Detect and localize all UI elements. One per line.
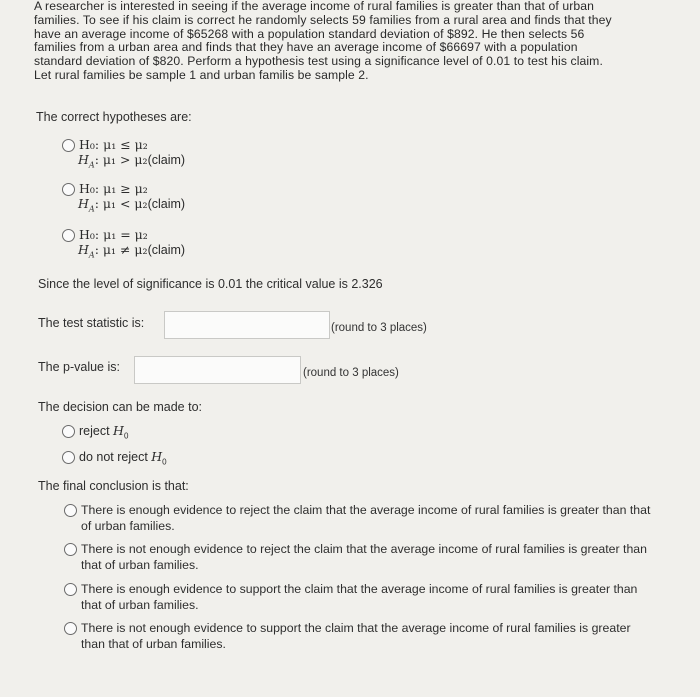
p-value-label: The p-value is: <box>38 360 120 374</box>
ha-text: : μ₁ ≠ μ₂ <box>94 242 148 257</box>
decision-label: The decision can be made to: <box>38 400 202 414</box>
hypotheses-label: The correct hypotheses are: <box>36 110 192 124</box>
conclusion-option-4[interactable] <box>64 621 651 652</box>
ha-symbol: H <box>78 152 89 167</box>
radio-button[interactable] <box>62 425 75 438</box>
ha-subscript: A <box>88 204 95 214</box>
p-value-hint: (round to 3 places) <box>303 367 399 379</box>
intro-line: standard deviation of $820. Perform a hypothesis test using a significance level of 0.01 to test his claim. <box>34 54 603 69</box>
conclusion-text: There is enough evidence to support the claim that the average income of rural families is greater than that of urban families. <box>81 582 638 612</box>
conclusion-text: There is enough evidence to reject the claim that the average income of rural families is greater than that of urban families. <box>81 503 651 533</box>
claim-tag: (claim) <box>147 243 186 257</box>
h-subscript: 0 <box>162 457 167 467</box>
conclusion-text: There is not enough evidence to reject the claim that the average income of rural families is greater than that of urban families. <box>81 542 647 572</box>
intro-line: families. To see if his claim is correct he randomly selects 59 families from a rural area and finds that they <box>34 12 612 27</box>
ha-text: : μ₁ > μ₂ <box>94 152 148 167</box>
critical-value-text: Since the level of significance is 0.01 the critical value is 2.326 <box>38 277 383 291</box>
conclusion-option-3[interactable] <box>64 582 651 613</box>
decision-option-do-not-reject[interactable] <box>62 449 167 467</box>
radio-button[interactable] <box>64 583 77 596</box>
radio-button[interactable] <box>64 543 77 556</box>
test-statistic-label: The test statistic is: <box>38 316 145 330</box>
p-value-input[interactable] <box>134 356 301 384</box>
h-subscript: 0 <box>123 431 129 441</box>
test-statistic-hint: (round to 3 places) <box>331 322 427 334</box>
test-statistic-input[interactable] <box>164 311 330 339</box>
problem-statement <box>34 0 674 83</box>
intro-line: A researcher is interested in seeing if the average income of rural families is greater than that of urban <box>34 0 595 13</box>
h0-text: H₀: μ₁ = μ₂ <box>79 227 148 242</box>
decision-option-reject[interactable] <box>62 423 128 441</box>
decision-text: reject <box>79 424 114 438</box>
hypothesis-option-1[interactable] <box>62 137 185 173</box>
ha-symbol: H <box>78 196 89 211</box>
h-symbol: H <box>113 423 124 438</box>
conclusion-label: The final conclusion is that: <box>38 479 189 493</box>
claim-tag: (claim) <box>147 153 186 167</box>
ha-subscript: A <box>88 250 95 260</box>
ha-text: : μ₁ < μ₂ <box>94 196 148 211</box>
ha-symbol: H <box>78 242 89 257</box>
radio-button[interactable] <box>62 451 75 464</box>
h0-text: H₀: μ₁ ≥ μ₂ <box>79 181 148 196</box>
intro-line: families from a urban area and finds that they have an average income of $66697 with a population <box>34 40 578 55</box>
radio-button[interactable] <box>62 183 75 196</box>
hypothesis-option-3[interactable] <box>62 227 185 263</box>
ha-subscript: A <box>88 160 95 170</box>
radio-button[interactable] <box>64 622 77 635</box>
radio-button[interactable] <box>62 229 75 242</box>
h0-text: H₀: μ₁ ≤ μ₂ <box>79 137 148 152</box>
conclusion-option-2[interactable] <box>64 542 651 573</box>
conclusion-text: There is not enough evidence to support the claim that the average income of rural families is greater than that of urban families. <box>81 621 631 651</box>
decision-text: do not reject <box>79 450 152 464</box>
radio-button[interactable] <box>62 139 75 152</box>
intro-line: Let rural families be sample 1 and urban familis be sample 2. <box>34 67 369 82</box>
radio-button[interactable] <box>64 504 77 517</box>
conclusion-option-1[interactable] <box>64 503 651 534</box>
hypothesis-option-2[interactable] <box>62 181 185 217</box>
intro-line: have an average income of $65268 with a population standard deviation of $892. He then selects 56 <box>34 26 585 41</box>
h-symbol: H <box>151 449 163 464</box>
claim-tag: (claim) <box>147 197 186 211</box>
